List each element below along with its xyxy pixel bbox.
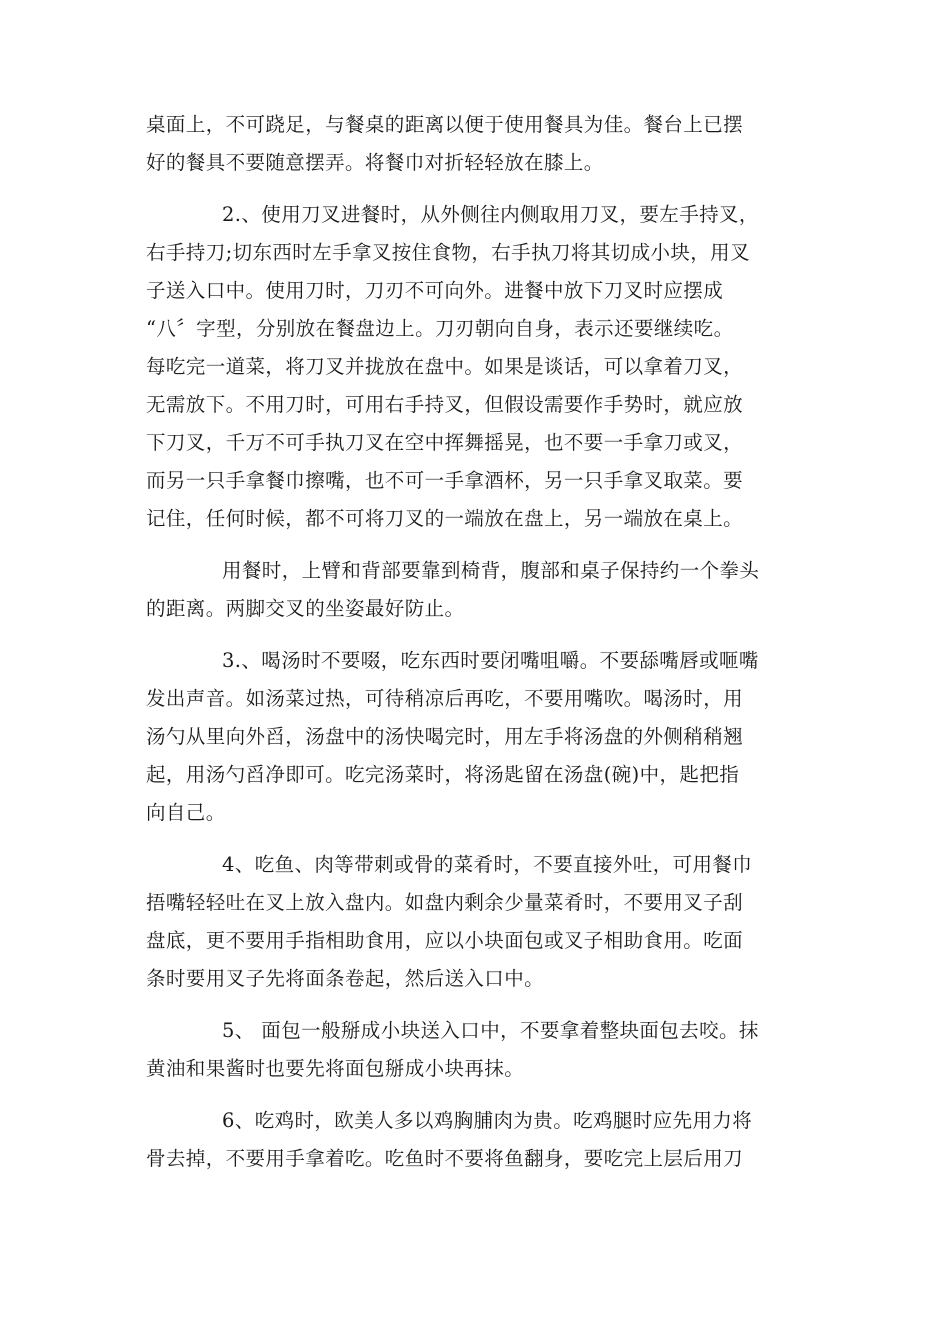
text-line: 右手持刀;切东西时左手拿叉按住食物，右手执刀将其切成小块，用叉 xyxy=(146,241,750,264)
text-line: 而另一只手拿餐巾擦嘴，也不可一手拿酒杯，另一只手拿叉取菜。要 xyxy=(146,469,744,492)
text-line: 6、吃鸡时，欧美人多以鸡胸脯肉为贵。吃鸡腿时应先用力将 xyxy=(222,1109,753,1132)
text-line: 起，用汤勺舀净即可。吃完汤菜时，将汤匙留在汤盘(碗)中，匙把指 xyxy=(146,763,740,786)
text-line: 好的餐具不要随意摆弄。将餐巾对折轻轻放在膝上。 xyxy=(146,151,604,174)
text-line: 条时要用叉子先将面条卷起，然后送入口中。 xyxy=(146,967,545,990)
text-line: 5、 面包一般掰成小块送入口中，不要拿着整块面包去咬。抹 xyxy=(222,1019,759,1042)
text-line: 子送入口中。使用刀时，刀刃不可向外。进餐中放下刀叉时应摆成 xyxy=(146,279,724,302)
text-line: 骨去掉，不要用手拿着吃。吃鱼时不要将鱼翻身，要吃完上层后用刀 xyxy=(146,1147,744,1170)
text-line: 桌面上，不可跷足，与餐桌的距离以便于使用餐具为佳。餐台上已摆 xyxy=(146,113,744,136)
text-line: 黄油和果酱时也要先将面包掰成小块再抹。 xyxy=(146,1057,525,1080)
paragraph xyxy=(146,846,806,998)
text-line: 发出声音。如汤菜过热，可待稍凉后再吃，不要用嘴吹。喝汤时，用 xyxy=(146,687,744,710)
text-line: 的距离。两脚交叉的坐姿最好防止。 xyxy=(146,597,465,620)
paragraph xyxy=(146,1012,806,1088)
paragraph xyxy=(146,196,806,538)
text-line: 向自己。 xyxy=(146,801,226,824)
paragraph xyxy=(146,106,806,182)
paragraph xyxy=(146,1102,806,1178)
text-line: “八〞字型，分别放在餐盘边上。刀刃朝向自身，表示还要继续吃。 xyxy=(146,317,734,340)
text-line: 记住，任何时候，都不可将刀叉的一端放在盘上，另一端放在桌上。 xyxy=(146,507,744,530)
paragraph xyxy=(146,552,806,628)
text-line: 下刀叉，千万不可手执刀叉在空中挥舞摇晃，也不要一手拿刀或叉， xyxy=(146,431,744,454)
text-line: 无需放下。不用刀时，可用右手持叉，但假设需要作手势时，就应放 xyxy=(146,393,744,416)
document-page xyxy=(146,106,806,1192)
paragraph xyxy=(146,642,806,832)
text-line: 每吃完一道菜，将刀叉并拢放在盘中。如果是谈话，可以拿着刀叉， xyxy=(146,355,744,378)
text-line: 捂嘴轻轻吐在叉上放入盘内。如盘内剩余少量菜肴时，不要用叉子刮 xyxy=(146,891,744,914)
text-line: 汤勺从里向外舀，汤盘中的汤快喝完时，用左手将汤盘的外侧稍稍翘 xyxy=(146,725,744,748)
text-line: 盘底，更不要用手指相助食用，应以小块面包或叉子相助食用。吃面 xyxy=(146,929,744,952)
text-line: 用餐时，上臂和背部要靠到椅背，腹部和桌子保持约一个拳头 xyxy=(222,559,760,582)
text-line: 3.、喝汤时不要啜，吃东西时要闭嘴咀嚼。不要舔嘴唇或咂嘴 xyxy=(222,649,759,672)
text-line: 2.、使用刀叉进餐时，从外侧往内侧取用刀叉，要左手持叉， xyxy=(222,203,759,226)
text-line: 4、吃鱼、肉等带刺或骨的菜肴时，不要直接外吐，可用餐巾 xyxy=(222,853,753,876)
